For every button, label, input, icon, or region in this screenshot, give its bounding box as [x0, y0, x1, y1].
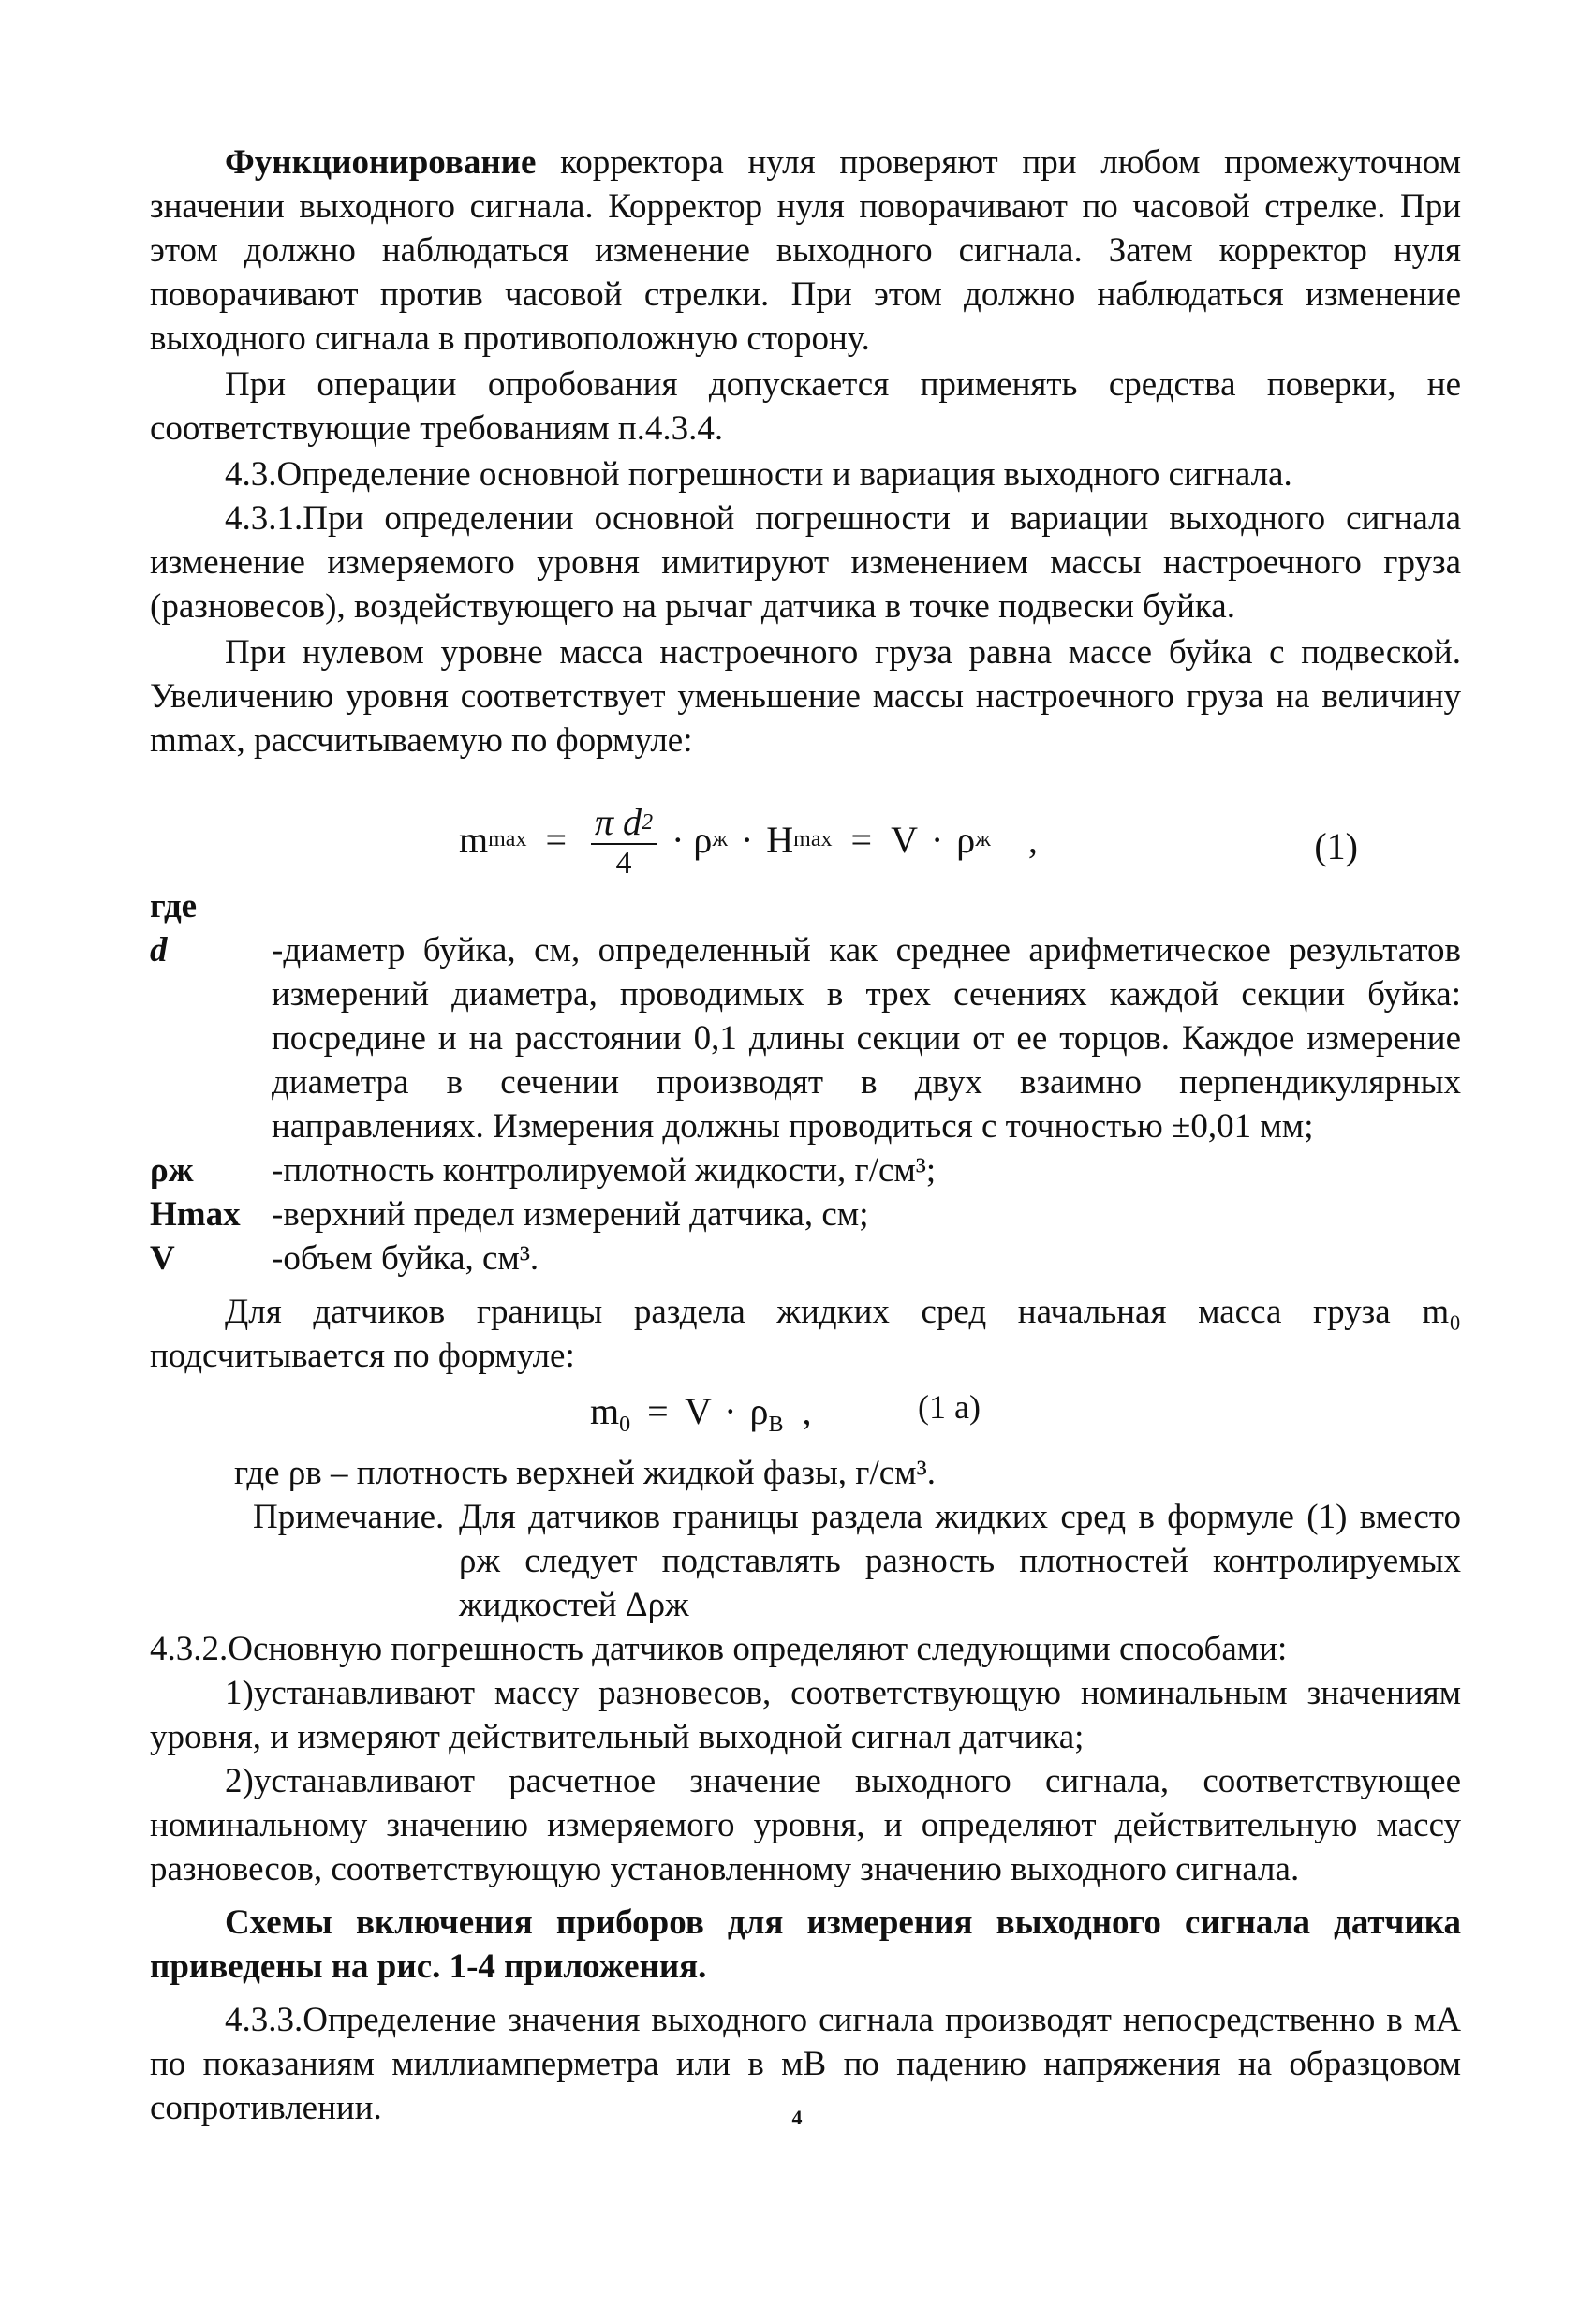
formula-dot: ·	[740, 819, 754, 862]
paragraph-zero-level: При нулевом уровне масса настроечного груза равна массе буйка с подвеской. Увеличению уровня соответствует уменьшение массы настроечного груза на величину mmax, рассчитываемую по формуле:	[150, 633, 1461, 760]
formula-m: m	[590, 1390, 620, 1432]
formula-m: m	[459, 819, 489, 862]
formula-h-sub: max	[793, 827, 833, 852]
numerator-text: π d	[595, 800, 642, 843]
paragraph-schemes: Схемы включения приборов для измерения выходного сигнала датчика приведены на рис. 1-4 приложения.	[150, 1903, 1461, 1986]
numerator-sup: 2	[642, 809, 654, 835]
formula-1	[150, 772, 1461, 884]
note-text: Для датчиков границы раздела жидких сред в формуле (1) вместо ρж следует подставлять разность плотностей контролируемых жидкостей Δρж	[459, 1498, 1461, 1624]
paragraph-text: корректора нуля проверяют при любом промежуточном значении выходного сигнала. Корректор нуля поворачивают по часовой стрелке. При этом должно наблюдаться изменение выходного сигнала. Затем корректор нуля поворачивают против часовой стрелки. При этом должно наблюдаться изменение выходного сигнала в противоположную сторону.	[150, 143, 1461, 358]
formula-1-expression	[459, 798, 1038, 882]
formula-equals: =	[647, 1390, 669, 1432]
formula-dot: ·	[930, 819, 944, 862]
paragraph-lead-word: Функционирование	[225, 143, 537, 182]
paragraph-upper-phase: где ρв – плотность верхней жидкой фазы, г/см³.	[234, 1454, 936, 1492]
definition-symbol: Hmax	[150, 1195, 241, 1234]
formula-comma: ,	[1027, 819, 1038, 862]
definition-symbol: d	[150, 931, 168, 970]
fraction-numerator	[591, 798, 657, 845]
definition-description: -диаметр буйка, см, определенный как среднее арифметическое результатов измерений диаметра, проводимых в трех сечениях каждой секции буйка: посредине и на расстоянии 0,1 длины секции от ее торцов. Каждое измерение диаметра в сечении производят в двух взаимно перпендикулярных направлениях. Измерения должны проводиться с точностью ±0,01 мм;	[272, 931, 1461, 1146]
definition-hmax	[150, 1192, 1461, 1236]
formula-h: H	[766, 819, 794, 862]
formula-m-sub: max	[488, 827, 527, 852]
definition-symbol: ρж	[150, 1151, 194, 1190]
formula-v: V	[891, 819, 918, 862]
where-label: где	[150, 887, 198, 925]
paragraph-method-2: 2)устанавливают расчетное значение выходного сигнала, соответствующее номинальному значению измеряемого уровня, и определяют действительную массу разновесов, соответствующую установленному значению выходного сигнала.	[150, 1762, 1461, 1888]
paragraph-4-3-1: 4.3.1.При определении основной погрешности и вариации выходного сигнала изменение измеряемого уровня имитируют изменением массы настроечного груза (разновесов), воздействующего на рычаг датчика в точке подвески буйка.	[150, 499, 1461, 626]
formula-fraction	[591, 798, 657, 882]
formula-rho: ρ	[956, 819, 976, 862]
formula-1a-expression	[590, 1389, 811, 1447]
paragraph-4-3-3: 4.3.3.Определение значения выходного сигнала производят непосредственно в мА по показаниям миллиамперметра или в мВ по падению напряжения на образцовом сопротивлении.	[150, 2001, 1461, 2127]
note-block	[150, 1495, 1461, 1627]
note-label: Примечание.	[253, 1498, 445, 1536]
definition-rho	[150, 1148, 1461, 1192]
page-number: 4	[791, 2106, 803, 2129]
formula-1a	[150, 1378, 1461, 1451]
paragraph-interface-sensors: Для датчиков границы раздела жидких сред начальная масса груза m₀ подсчитывается по формуле:	[150, 1293, 1461, 1375]
paragraph-method-1: 1)устанавливают массу разновесов, соответствующую номинальным значениям уровня, и измеряют действительный выходной сигнал датчика;	[150, 1674, 1461, 1756]
definition-description: -плотность контролируемой жидкости, г/см³;	[272, 1151, 937, 1190]
definition-d	[150, 928, 1461, 1148]
formula-rho: ρ	[693, 819, 713, 862]
definition-symbol: V	[150, 1239, 175, 1278]
formula-equals: =	[850, 819, 873, 862]
formula-1-number: (1)	[1314, 825, 1358, 867]
formula-v: V	[684, 1390, 712, 1432]
paragraph-testing-means: При операции опробования допускается применять средства поверки, не соответствующие требованиям п.4.3.4.	[150, 365, 1461, 448]
formula-rho-sub: ж	[712, 827, 728, 852]
definition-v	[150, 1236, 1461, 1280]
section-heading-4-3: 4.3.Определение основной погрешности и вариация выходного сигнала.	[225, 455, 1292, 494]
formula-rho-sub: ж	[975, 827, 991, 852]
document-body	[150, 141, 1461, 2130]
formula-1a-number: (1 а)	[918, 1388, 981, 1426]
definition-description: -верхний предел измерений датчика, см;	[272, 1195, 869, 1234]
fraction-denominator: 4	[615, 845, 632, 881]
formula-m-sub: 0	[619, 1413, 631, 1437]
definition-description: -объем буйка, см³.	[272, 1239, 539, 1278]
formula-dot: ·	[672, 819, 685, 862]
formula-comma: ,	[802, 1390, 812, 1432]
formula-dot: ·	[724, 1390, 737, 1432]
formula-rho: ρ	[749, 1390, 769, 1432]
paragraph-4-3-2: 4.3.2.Основную погрешность датчиков определяют следующими способами:	[150, 1630, 1288, 1668]
paragraph-zero-corrector	[150, 141, 1461, 361]
formula-rho-sub: В	[768, 1413, 784, 1437]
formula-equals: =	[545, 819, 568, 862]
